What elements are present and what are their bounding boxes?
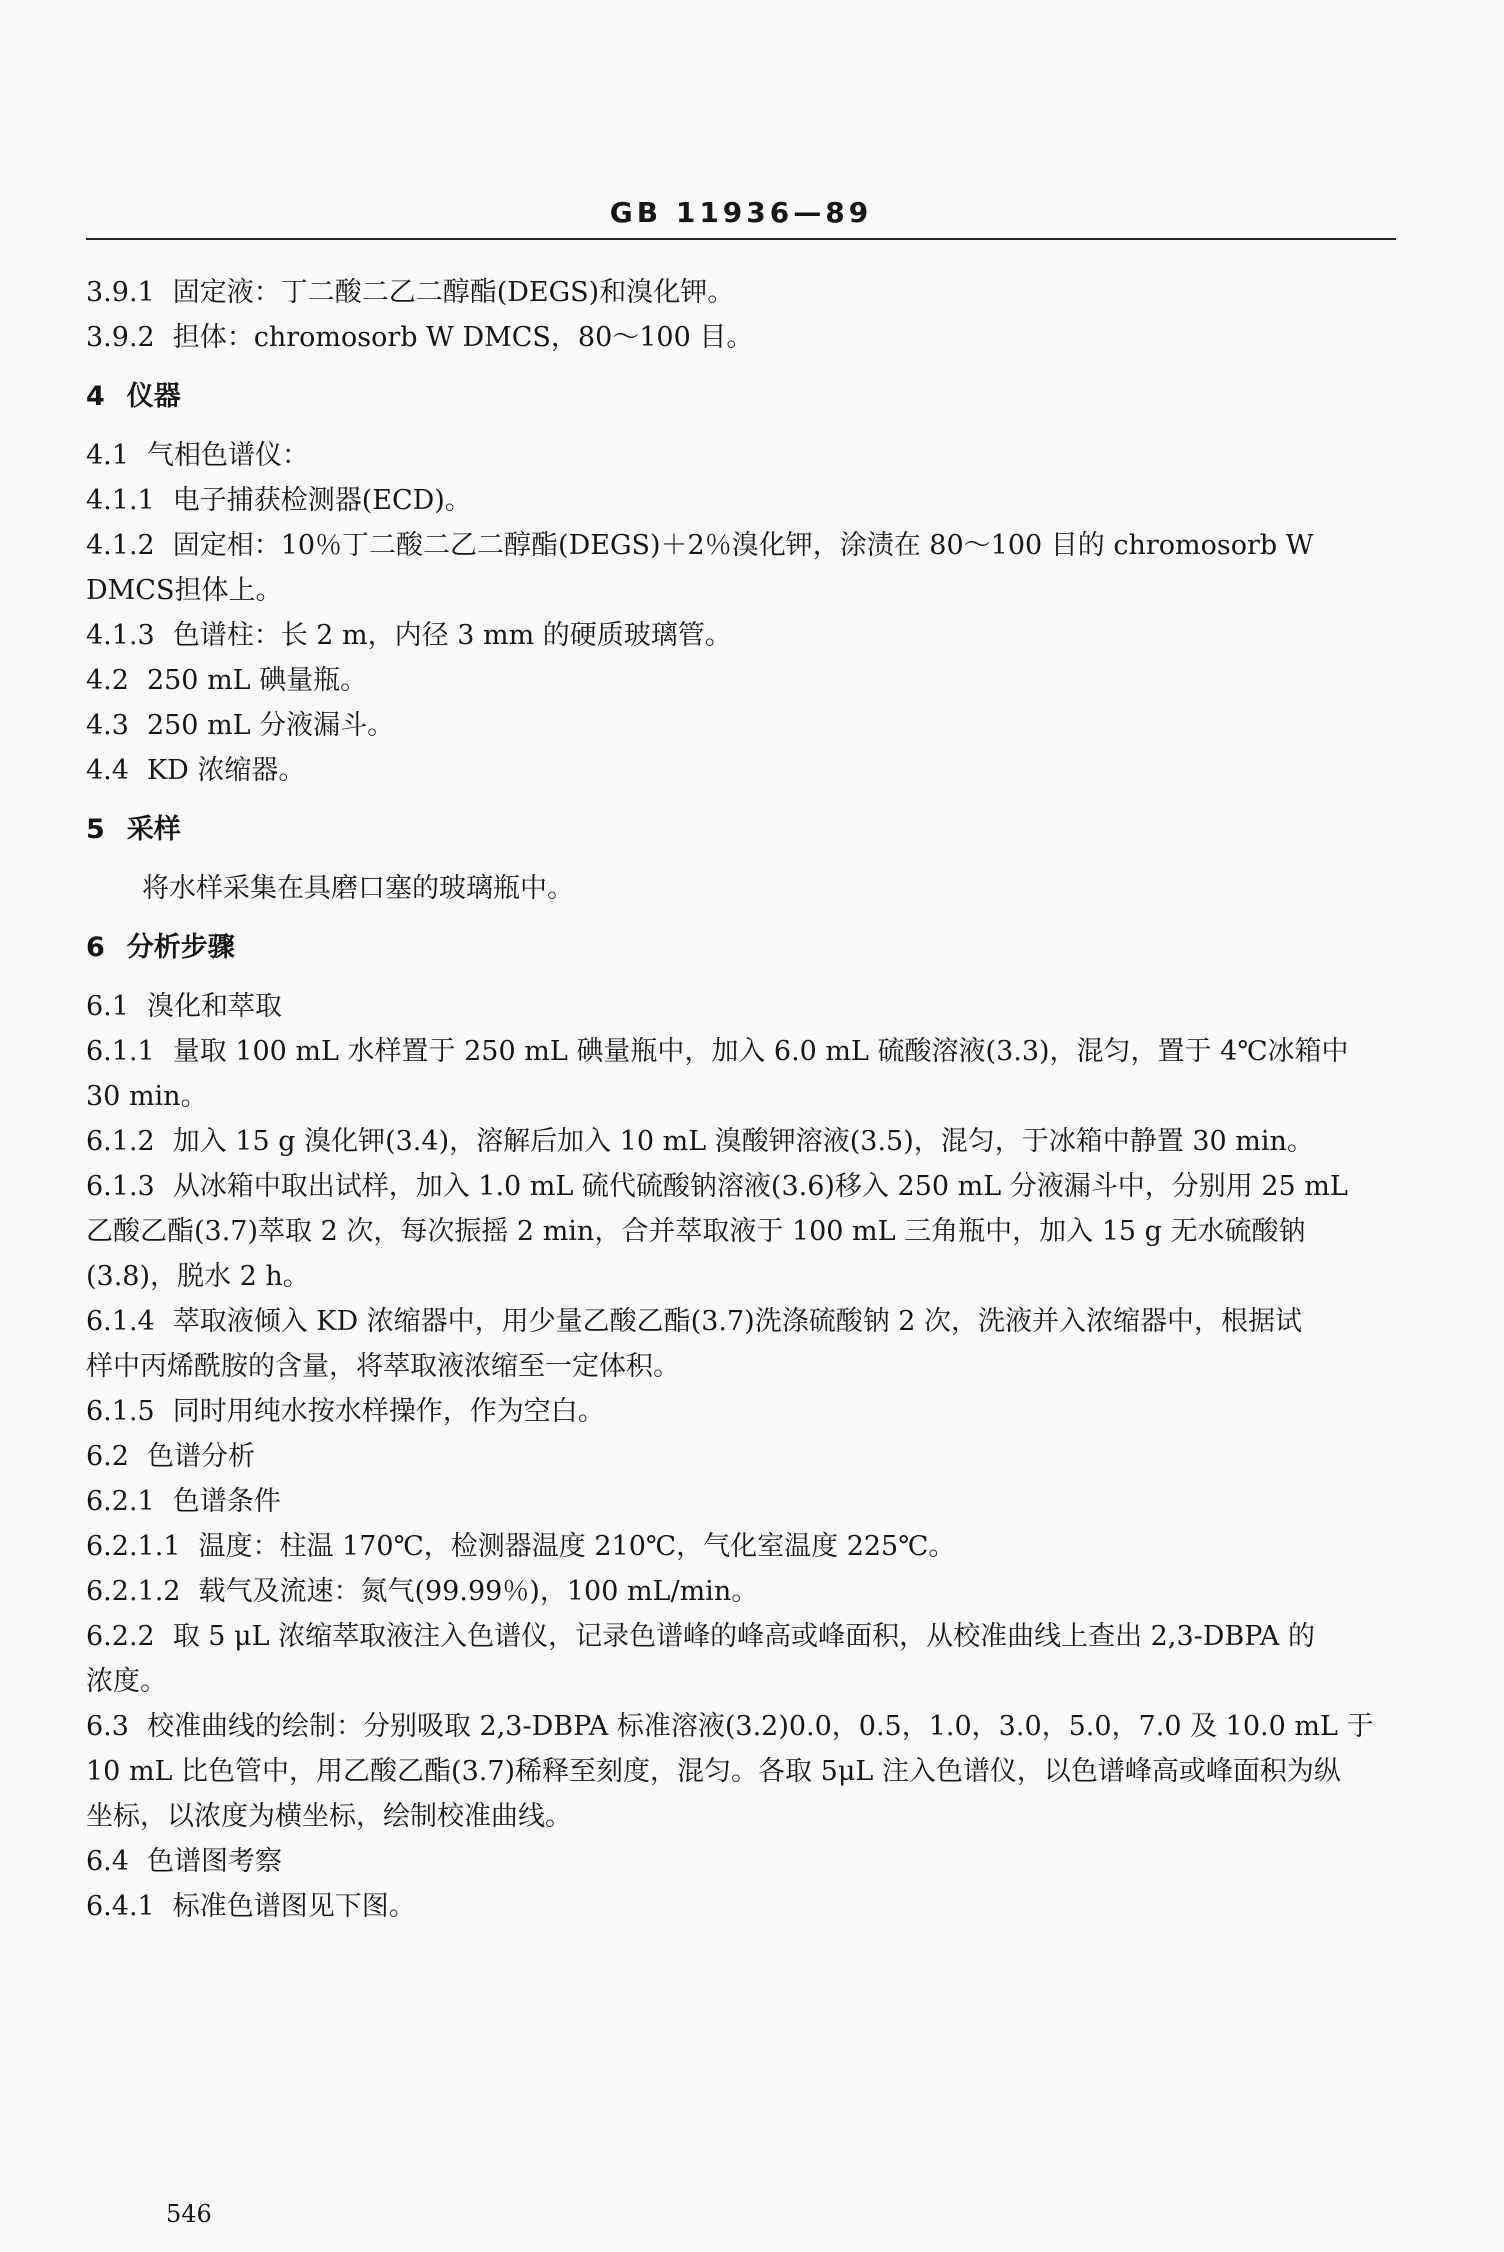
text-line [86, 658, 1406, 703]
clause-text: 加入 15 g 溴化钾(3.4)，溶解后加入 10 mL 溴酸钾溶液(3.5)，混匀，于冰箱中静置 30 min。 [172, 1126, 1314, 1157]
clause-text: 温度：柱温 170℃，检测器温度 210℃，气化室温度 225℃。 [198, 1531, 956, 1562]
clause-text: 30 min。 [86, 1081, 208, 1112]
text-line [86, 1884, 1406, 1929]
clause-text: 仪器 [126, 381, 181, 412]
clause-number: 6 [86, 932, 105, 963]
clause-text: 量取 100 mL 水样置于 250 mL 碘量瓶中，加入 6.0 mL 硫酸溶液(3.3)，混匀，置于 4℃冰箱中 [172, 1036, 1349, 1067]
clause-number: 6.1.2 [86, 1126, 155, 1157]
clause-text: 担体：chromosorb W DMCS，80～100 目。 [172, 322, 754, 353]
clause-number: 6.4.1 [86, 1891, 155, 1922]
clause-number: 4.1.1 [86, 485, 155, 516]
text-line [86, 1209, 1406, 1254]
clause-text: 溴化和萃取 [146, 991, 282, 1022]
clause-text: 分析步骤 [126, 932, 235, 963]
text-line [86, 1614, 1406, 1659]
text-line [86, 1569, 1406, 1614]
text-line [86, 1794, 1406, 1839]
clause-number: 3.9.2 [86, 322, 155, 353]
clause-text: 乙酸乙酯(3.7)萃取 2 次，每次振摇 2 min，合并萃取液于 100 mL 三角瓶中，加入 15 g 无水硫酸钠 [86, 1216, 1306, 1247]
text-line [86, 433, 1406, 478]
text-line [86, 1119, 1406, 1164]
clause-number: 4.1.3 [86, 620, 155, 651]
clause-text: 标准色谱图见下图。 [172, 1891, 416, 1922]
clause-number: 6.2.2 [86, 1621, 155, 1652]
clause-text: 色谱图考察 [146, 1846, 282, 1877]
clause-text: 250 mL 分液漏斗。 [146, 710, 395, 741]
clause-number: 4.1 [86, 440, 129, 471]
clause-text: 同时用纯水按水样操作，作为空白。 [172, 1396, 605, 1427]
clause-number: 6.3 [86, 1711, 129, 1742]
text-line [86, 1029, 1406, 1074]
clause-text: 从冰箱中取出试样，加入 1.0 mL 硫代硫酸钠溶液(3.6)移入 250 mL 分液漏斗中，分别用 25 mL [172, 1171, 1348, 1202]
clause-text: 色谱柱：长 2 m，内径 3 mm 的硬质玻璃管。 [172, 620, 732, 651]
clause-number: 6.1.3 [86, 1171, 155, 1202]
document-body [86, 270, 1406, 1929]
text-line [86, 1704, 1406, 1749]
section-heading [86, 807, 1406, 852]
text-line [86, 568, 1406, 613]
text-line [86, 1254, 1406, 1299]
text-line [86, 478, 1406, 523]
clause-text: 萃取液倾入 KD 浓缩器中，用少量乙酸乙酯(3.7)洗涤硫酸钠 2 次，洗液并入浓缩器中，根据试 [172, 1306, 1303, 1337]
clause-number: 4.4 [86, 755, 129, 786]
clause-text: 电子捕获检测器(ECD)。 [172, 485, 472, 516]
clause-text: DMCS担体上。 [86, 575, 283, 606]
section-heading [86, 925, 1406, 970]
text-line [86, 984, 1406, 1029]
text-line [86, 270, 1406, 315]
clause-text: 样中丙烯酰胺的含量，将萃取液浓缩至一定体积。 [86, 1351, 680, 1382]
clause-number: 6.1.5 [86, 1396, 155, 1427]
text-line [86, 1299, 1406, 1344]
clause-text: 取 5 μL 浓缩萃取液注入色谱仪，记录色谱峰的峰高或峰面积，从校准曲线上查出 2,3-DBPA 的 [172, 1621, 1316, 1652]
document-header: GB 11936—89 [609, 196, 873, 229]
clause-number: 6.4 [86, 1846, 129, 1877]
clause-number: 6.2.1 [86, 1486, 155, 1517]
clause-number: 6.2 [86, 1441, 129, 1472]
clause-number: 6.2.1.2 [86, 1576, 181, 1607]
text-line [86, 1839, 1406, 1884]
clause-number: 4.2 [86, 665, 129, 696]
clause-text: 浓度。 [86, 1666, 167, 1697]
text-line [86, 1389, 1406, 1434]
clause-number: 4.1.2 [86, 530, 155, 561]
text-line [86, 866, 1406, 911]
clause-text: 采样 [126, 814, 181, 845]
text-line [86, 315, 1406, 360]
text-line [86, 613, 1406, 658]
text-line [86, 1749, 1406, 1794]
text-line [86, 1434, 1406, 1479]
clause-number: 6.1.4 [86, 1306, 155, 1337]
section-heading [86, 374, 1406, 419]
text-line [86, 1344, 1406, 1389]
clause-text: 250 mL 碘量瓶。 [146, 665, 368, 696]
text-line [86, 523, 1406, 568]
clause-number: 6.1.1 [86, 1036, 155, 1067]
text-line [86, 1524, 1406, 1569]
clause-text: 色谱分析 [146, 1441, 255, 1472]
clause-text: 10 mL 比色管中，用乙酸乙酯(3.7)稀释至刻度，混匀。各取 5μL 注入色谱仪，以色谱峰高或峰面积为纵 [86, 1756, 1341, 1787]
clause-text: 气相色谱仪： [146, 440, 309, 471]
clause-text: 将水样采集在具磨口塞的玻璃瓶中。 [142, 873, 574, 904]
header-rule [86, 238, 1396, 240]
text-line [86, 703, 1406, 748]
clause-text: KD 浓缩器。 [146, 755, 306, 786]
text-line [86, 748, 1406, 793]
clause-text: 载气及流速：氮气(99.99％)，100 mL/min。 [198, 1576, 759, 1607]
text-line [86, 1164, 1406, 1209]
clause-text: 坐标，以浓度为横坐标，绘制校准曲线。 [86, 1801, 572, 1832]
clause-number: 6.2.1.1 [86, 1531, 181, 1562]
clause-number: 4 [86, 381, 105, 412]
text-line [86, 1659, 1406, 1704]
clause-text: 校准曲线的绘制：分别吸取 2,3-DBPA 标准溶液(3.2)0.0，0.5，1.0，3.0，5.0，7.0 及 10.0 mL 于 [146, 1711, 1374, 1742]
text-line [86, 1479, 1406, 1524]
clause-number: 3.9.1 [86, 277, 155, 308]
clause-number: 6.1 [86, 991, 129, 1022]
clause-text: 固定相：10％丁二酸二乙二醇酯(DEGS)＋2％溴化钾，涂渍在 80～100 目的 chromosorb W [172, 530, 1314, 561]
clause-text: (3.8)，脱水 2 h。 [86, 1261, 310, 1292]
clause-text: 固定液：丁二酸二乙二醇酯(DEGS)和溴化钾。 [172, 277, 735, 308]
clause-text: 色谱条件 [172, 1486, 281, 1517]
clause-number: 5 [86, 814, 105, 845]
text-line [86, 1074, 1406, 1119]
clause-number: 4.3 [86, 710, 129, 741]
page-number: 546 [166, 2200, 212, 2228]
